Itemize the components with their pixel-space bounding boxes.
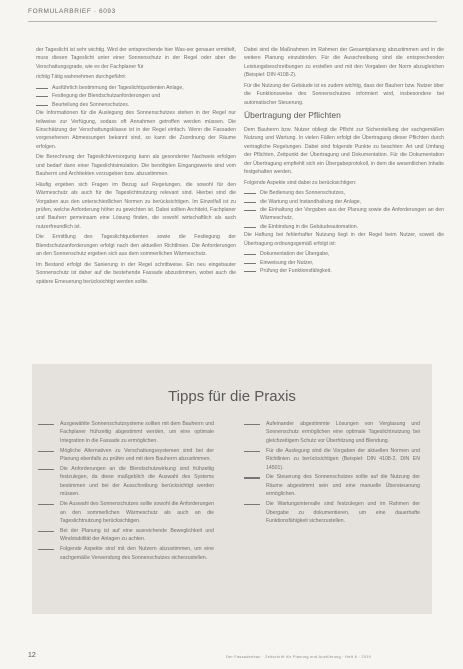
tip-item: Folgende Aspekte sind mit den Nutzern abzustimmen, um eine sachgemäße Verwendung des Sonnenschutzes sicherzustellen. [38,545,214,562]
paragraph: Dem Bauherrn bzw. Nutzer obliegt die Pflicht zur Sicherstellung der sachgemäßen Nutzung und Wartung. In vielen Fällen erfolgt die Übertragung dieser Pflichten durch vertragliche Regelungen. Dabei sind folgende Punkte zu beachten: Art und Umfang der Pflichten, Zeitpunkt der Übertragung und Dokumentation. Für die Dokumentation der Übertragung empfiehlt sich ein Übergabeprotokoll, in dem die wesentlichen Inhalte festgehalten werden. [244,127,444,176]
bullet-item: Dokumentation der Übergabe, [244,250,444,258]
header-rule [28,21,437,22]
tip-item: Die Wartungsintervalle sind festzulegen und im Rahmen der Übergabe zu dokumentieren, um eine dauerhafte Funktionsfähigkeit sicherzustellen. [244,500,420,525]
page-number: 12 [28,652,36,659]
paragraph: Die Haftung bei fehlerhafter Nutzung liegt in der Regel beim Nutzer, soweit die Übertragung ordnungsgemäß erfolgt ist: [244,232,444,247]
bullet-item: die Einhaltung der Vorgaben aus der Planung sowie die Anforderungen an den Wärmeschutz, [244,206,444,223]
tip-item: Aufeinander abgestimmte Lösungen von Verglasung und Sonnenschutz ermöglichen eine optimale Tageslichtnutzung bei gleichzeitigem Schutz vor Überhitzung und Blendung. [244,420,420,445]
paragraph: Folgende Aspekte sind dabei zu berücksichtigen: [244,179,357,186]
tip-item: Ausgewählte Sonnenschutzsysteme sollten mit dem Bauherrn und Fachplaner frühzeitig abgestimmt werden, um eine optimale Integration in die Fassade zu ermöglichen. [38,420,214,445]
section-heading: Übertragung der Pflichten [244,110,341,121]
paragraph: Die Ermittlung des Tageslichtquotienten sowie die Festlegung der Blendschutzanforderungen erfolgt nach den aktuellen Richtlinien. Die Anforderungen an den Sonnenschutz ergeben sich aus dem sommerlichen Wärmeschutz. [36,234,236,258]
bullet-item: Ausführlich bestimmung der Tageslichtquotienten Anlage, [36,84,236,92]
paragraph: der Tageslicht ist sehr wichtig. Wird der entsprechende hier Was-ser genauer ermittelt, muss diesen Tageslicht unter einer Sonnenschutz in der Regel oder aber die Verschattungsgrade, wie es der Fachplaner für [36,47,236,70]
paragraph: Häufig ergeben sich Fragen im Bezug auf Regelungen, die sowohl für den Wärmeschutz als auch für die Tageslichtnutzung relevant sind. Hierbei sind die Vorgaben aus den unterschiedlichen Normen zu berücksichtigen. Im Einzelfall ist zu prüfen, welche Anforderung höher zu gewichten ist. Dabei sollten Architekt, Fachplaner und Bauherr gemeinsam eine Lösung finden, die sowohl wirtschaftlich als auch nutzerfreundlich ist. [36,181,236,230]
paragraph: Dabei sind die Maßnahmen im Rahmen der Gesamtplanung abzustimmen und in die weitere Planung einzubinden. Für die Ausschreibung sind die entsprechenden Leistungsbeschreibungen zu erstellen und mit den Vorgaben der Norm abzugleichen (Beispiel: DIN 4108-2). [244,47,444,79]
paragraph: Im Bestand erfolgt die Sanierung in der Regel schrittweise. Ein neu eingebauter Sonnenschutz ist daher auf die bestehende Fassade abzustimmen, wobei auch die spätere Erneuerung berücksichtigt werden sollte. [36,261,236,285]
tips-title: Tipps für die Praxis [168,388,296,405]
paragraph: Die Informationen für die Auslegung des Sonnenschutzes stehen in der Regel nur teilweise zur Verfügung, sodass oft Annahmen getroffen werden müssen. Die Einschätzung der Verschattungsklasse ist in der Regel einfach. Wenn die Fassaden vorgesehenen Abmessungen bekannt sind, so kann die Zuordnung der Räume erfolgen. [36,110,236,150]
bullet-item: die Einbindung in die Gebäudeautomation. [244,223,444,231]
paragraph: Die Berechnung der Tageslichtversorgung kann als gesonderter Nachweis erfolgen und bedarf dann einer Tageslichtsimulation. Die benötigten Eingangswerte sind vom Bauherrn und Architekten vorzugeben bzw. abzustimmen. [36,154,236,178]
paragraph: richtig Tätig wahrnehmen durchgeführt: [36,74,127,81]
bullet-item: die Wartung und Instandhaltung der Anlage, [244,198,444,206]
tips-right-column [244,420,420,527]
paragraph: Für die Nutzung der Gebäude ist es zudem wichtig, dass der Bauherr bzw. Nutzer über die Funktionsweise des Sonnenschutzes informiert wird, insbesondere bei automatischer Steuerung. [244,82,444,106]
tips-box [32,364,432,614]
bullet-item: Die Bedienung des Sonnenschutzes, [244,189,444,197]
tip-item: Die Anforderungen an die Blendschutzwirkung sind frühzeitig festzulegen, da diese maßgeblich die Auswahl des Systems bestimmen und bei der Ausschreibung berücksichtigt werden müssen. [38,465,214,499]
running-header: FORMULARBRIEF · 6093 [28,8,116,15]
tips-left-column [38,420,214,564]
bullet-item: Beurteilung des Sonnenschutzes. [36,101,236,109]
right-text-column [244,46,444,276]
tip-item: Die Steuerung des Sonnenschutzes sollte auf die Nutzung der Räume abgestimmt sein und eine manuelle Übersteuerung ermöglichen. [244,473,420,498]
bullet-item: Festlegung der Blendschutzanforderungen und [36,92,236,100]
footer-text: Der Fassadenbau · Zeitschrift für Planung und Ausführung · Heft 6 · 2019 [226,655,372,659]
left-text-column [36,46,236,288]
tip-item: Bei der Planung ist auf eine ausreichende Beweglichkeit und Windstabilität der Anlagen zu achten. [38,527,214,544]
bullet-item: Prüfung der Funktionsfähigkeit. [244,267,444,275]
bullet-item: Einweisung der Nutzer, [244,259,444,267]
tip-item: Mögliche Alternativen zu Verschattungssystemen sind bei der Planung ebenfalls zu prüfen und mit dem Bauherrn abzustimmen. [38,447,214,464]
tip-item: Die Auswahl des Sonnenschutzes sollte sowohl die Anforderungen an den sommerlichen Wärmeschutz als auch an die Tageslichtnutzung berücksichtigen. [38,500,214,525]
tip-item: Für die Auslegung sind die Vorgaben der aktuellen Normen und Richtlinien zu berücksichtigen (Beispiel: DIN 4108-2, DIN EN 14501). [244,447,420,472]
